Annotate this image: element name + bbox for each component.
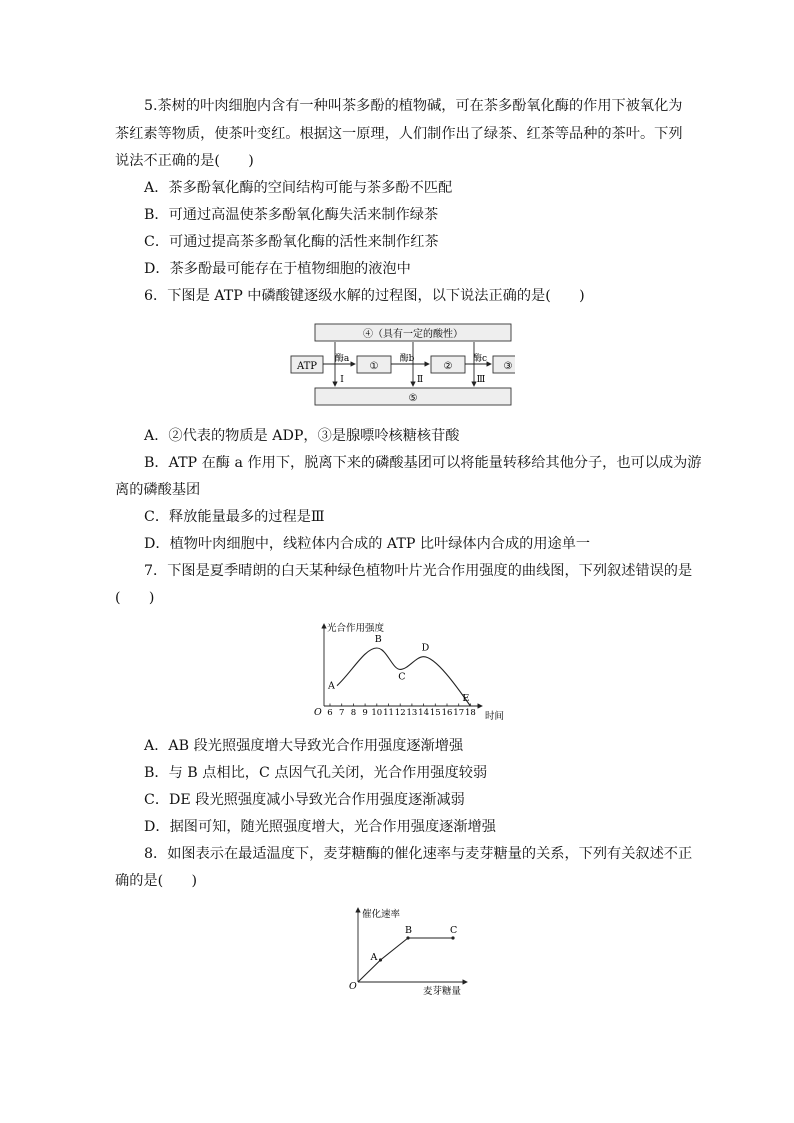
- point-label-A: A: [370, 952, 378, 963]
- q6-option-c: C．释放能量最多的过程是Ⅲ: [144, 509, 325, 525]
- process-i-label: Ⅰ: [340, 375, 344, 385]
- q7-option-a: A．AB 段光照强度增大导致光合作用强度逐渐增强: [144, 738, 464, 754]
- atp-hydrolysis-diagram: [285, 318, 515, 410]
- enzyme-b-label: 酶b: [399, 354, 415, 364]
- point-label-E: E: [462, 693, 470, 704]
- origin-label: O: [314, 707, 322, 718]
- top-box-label: ④（具有一定的酸性）: [363, 329, 463, 340]
- x-tick-label-15: 15: [429, 708, 441, 718]
- x-tick-label-12: 12: [394, 708, 406, 718]
- q5-stem-line-3: 说法不正确的是( ): [115, 153, 254, 169]
- x-tick-label-18: 18: [464, 708, 476, 718]
- process-iii-label: Ⅲ: [476, 375, 486, 385]
- process-ii-label: Ⅱ: [416, 375, 424, 385]
- x-tick-label-6: 6: [327, 708, 333, 718]
- point-label-A: A: [328, 680, 335, 692]
- q6-option-a: A．②代表的物质是 ADP，③是腺嘌呤核糖核苷酸: [144, 428, 460, 444]
- point-label-D: D: [421, 642, 430, 654]
- q5-option-d: D．茶多酚最可能存在于植物细胞的液泡中: [144, 261, 411, 277]
- point-label-C: C: [450, 925, 458, 936]
- x-axis-label: 麦芽糖量: [423, 986, 462, 997]
- photosynthesis-chart: [306, 618, 516, 728]
- enzyme-a-label: 酶a: [334, 354, 350, 364]
- q7-option-d: D．据图可知，随光照强度增大，光合作用强度逐渐增强: [144, 819, 496, 835]
- q5-option-b: B．可通过高温使茶多酚氧化酶失活来制作绿茶: [144, 207, 439, 223]
- q6-option-d: D．植物叶肉细胞中，线粒体内合成的 ATP 比叶绿体内合成的用途单一: [144, 536, 591, 552]
- bottom-box-label: ⑤: [408, 393, 418, 404]
- q6-option-b-line-1: B．ATP 在酶 a 作用下，脱离下来的磷酸基团可以将能量转移给其他分子，也可以成为游: [144, 455, 702, 471]
- x-tick-label-16: 16: [441, 708, 453, 718]
- x-tick-label-10: 10: [371, 708, 383, 718]
- x-tick-label-7: 7: [338, 708, 345, 718]
- y-axis-label: 催化速率: [362, 909, 401, 920]
- point-label-B: B: [405, 925, 412, 936]
- point-label-C: C: [398, 671, 406, 683]
- node-3-label: ③: [503, 361, 513, 372]
- x-tick-label-14: 14: [418, 708, 430, 718]
- q7-option-b: B．与 B 点相比，C 点因气孔关闭，光合作用强度较弱: [144, 765, 488, 781]
- q5-option-a: A．茶多酚氧化酶的空间结构可能与茶多酚不匹配: [144, 180, 453, 196]
- q5-stem-line-1: 5.茶树的叶肉细胞内含有一种叫茶多酚的植物碱，可在茶多酚氧化酶的作用下被氧化为: [144, 98, 683, 114]
- q5-option-c: C．可通过提高茶多酚氧化酶的活性来制作红茶: [144, 234, 439, 250]
- x-tick-label-9: 9: [362, 708, 368, 718]
- enzyme-c-label: 酶c: [472, 354, 488, 364]
- x-axis-label: 时间: [485, 711, 505, 722]
- x-tick-label-11: 11: [383, 708, 394, 718]
- y-axis-label: 光合作用强度: [327, 623, 385, 634]
- q6-stem: 6．下图是 ATP 中磷酸键逐级水解的过程图，以下说法正确的是( ): [144, 288, 585, 304]
- enzyme-rate-chart: [345, 902, 485, 998]
- origin-label: O: [349, 981, 357, 992]
- q5-stem-line-2: 茶红素等物质，使茶叶变红。根据这一原理，人们制作出了绿茶、红茶等品种的茶叶。下列: [115, 126, 683, 142]
- q6-option-b-line-2: 离的磷酸基团: [115, 482, 201, 498]
- point-label-B: B: [374, 634, 382, 645]
- point-B: [406, 936, 409, 939]
- q7-option-c: C．DE 段光照强度减小导致光合作用强度逐渐减弱: [144, 792, 465, 808]
- q8-stem-line-1: 8．如图表示在最适温度下，麦芽糖酶的催化速率与麦芽糖量的关系，下列有关叙述不正: [144, 846, 693, 862]
- node-2-label: ②: [443, 361, 453, 372]
- q8-stem-line-2: 确的是( ): [115, 873, 198, 889]
- node-atp-label: ATP: [296, 361, 318, 372]
- x-tick-label-13: 13: [406, 708, 418, 718]
- q7-stem-line-2: ( ): [115, 590, 155, 606]
- point-C: [451, 936, 454, 939]
- q7-stem-line-1: 7．下图是夏季晴朗的白天某种绿色植物叶片光合作用强度的曲线图，下列叙述错误的是: [144, 563, 693, 579]
- node-1-label: ①: [369, 361, 379, 372]
- x-tick-label-17: 17: [453, 708, 465, 718]
- point-A: [379, 958, 382, 961]
- x-tick-label-8: 8: [350, 708, 357, 718]
